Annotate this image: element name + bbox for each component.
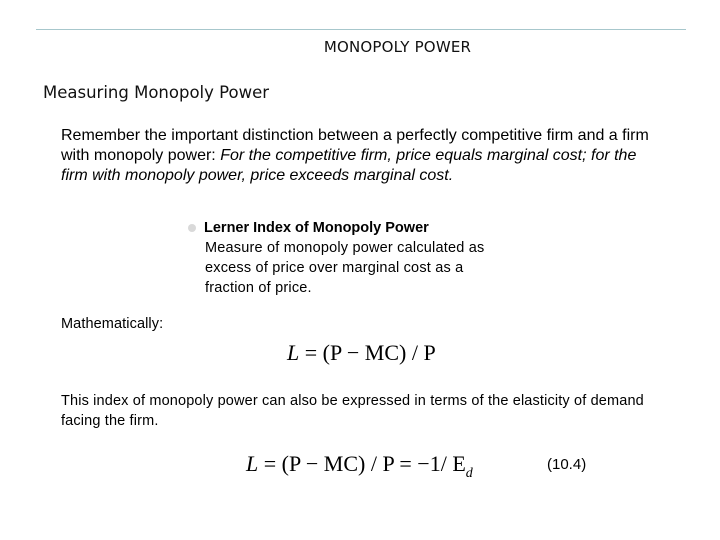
section-heading: Measuring Monopoly Power	[43, 83, 270, 102]
equation-number: (10.4)	[547, 456, 587, 473]
elasticity-paragraph: This index of monopoly power can also be expressed in terms of the elasticity of demand facing the firm.	[61, 393, 644, 429]
intro-paragraph	[61, 126, 651, 186]
top-divider	[36, 29, 686, 30]
slide-title: MONOPOLY POWER	[323, 38, 472, 56]
formula-lhs: L	[287, 340, 300, 365]
elasticity-formula	[246, 451, 473, 482]
intro-emphasis: For the competitive firm, price equals marginal cost; for the firm with monopoly power, price exceeds marginal cost.	[61, 147, 637, 184]
intro-lead: Remember the important distinction between a perfectly competitive firm and a firm with monopoly power:	[61, 127, 649, 164]
definition-term: Lerner Index of Monopoly Power	[204, 220, 429, 236]
formula-rhs: = (P − MC) / P	[299, 340, 436, 365]
lerner-formula	[287, 340, 436, 366]
formula-lhs: L	[246, 451, 259, 476]
definition-body: Measure of monopoly power calculated as excess of price over marginal cost as a fraction of price.	[205, 240, 485, 296]
formula-rhs: = (P − MC) / P = −1/ E	[258, 451, 466, 476]
bullet-icon	[188, 224, 196, 232]
math-label: Mathematically:	[61, 316, 164, 332]
formula-subscript: d	[465, 466, 473, 481]
